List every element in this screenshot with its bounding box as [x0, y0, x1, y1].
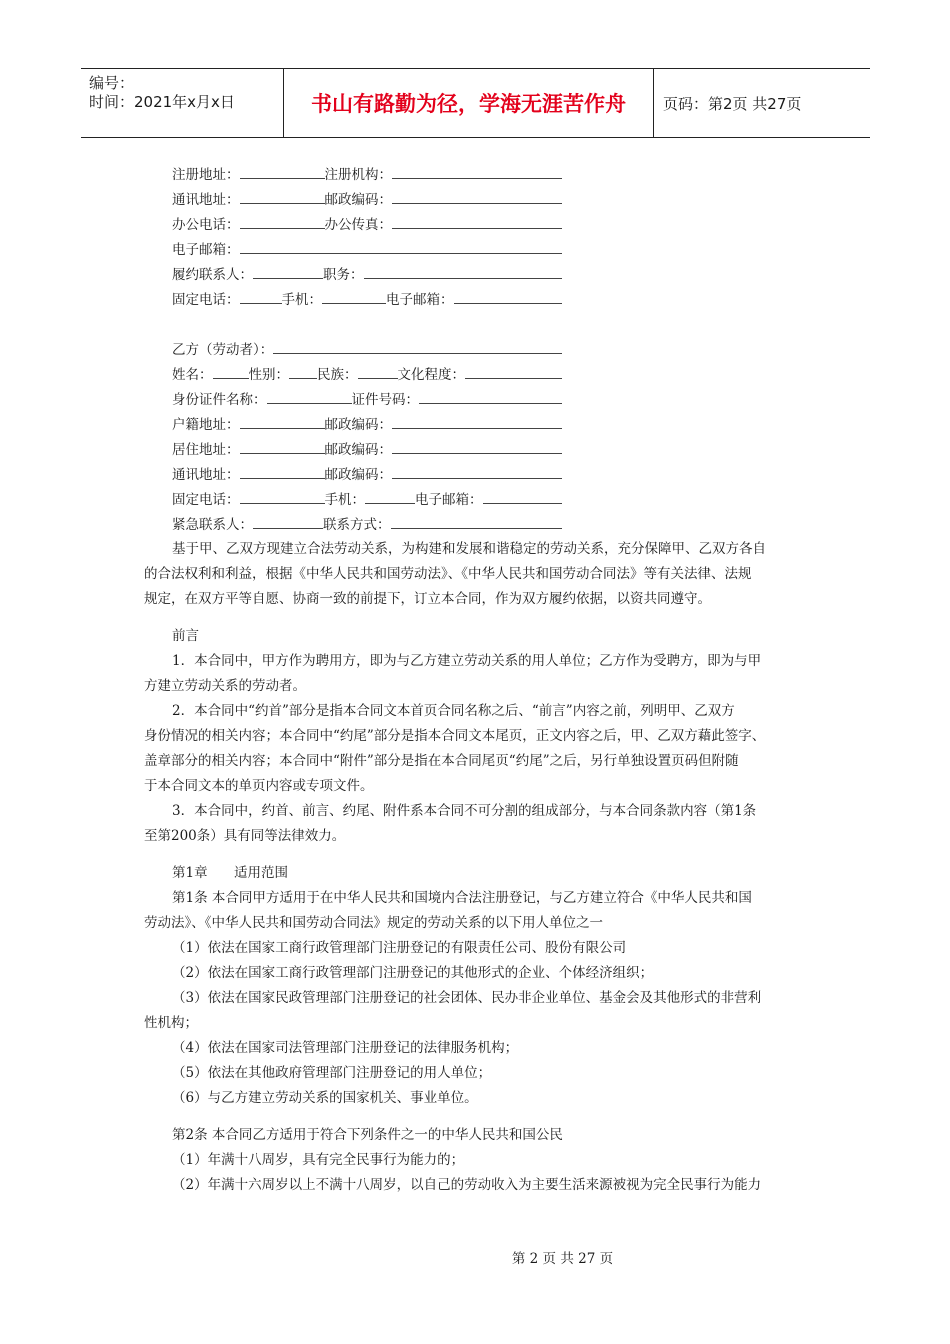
mobile-b-blank[interactable]	[365, 503, 415, 504]
preface-line: 1．本合同中，甲方作为聘用方，即为与乙方建立劳动关系的用人单位；乙方作为受聘方，即为与甲	[172, 653, 762, 669]
form-row-phones-b	[172, 485, 562, 510]
ethnicity-blank[interactable]	[358, 378, 398, 379]
hukou-postal-blank[interactable]	[392, 428, 562, 429]
contract-body	[144, 537, 808, 1198]
preface-line: 3．本合同中，约首、前言、约尾、附件系本合同不可分割的组成部分，与本合同条款内容（第1条	[172, 803, 757, 819]
id-number-label: 证件号码：	[351, 392, 419, 408]
preface-line: 2．本合同中“约首”部分是指本合同文本首页合同名称之后、“前言”内容之前，列明甲、乙双方	[172, 703, 735, 719]
article-item: （5）依法在其他政府管理部门注册登记的用人单位；	[172, 1065, 492, 1081]
ethnicity-label: 民族：	[317, 367, 358, 383]
preface-line: 身份情况的相关内容；本合同中“约尾”部分是指本合同文本尾页，正文内容之后，甲、乙双方藉此签字、	[144, 728, 766, 744]
residence-blank[interactable]	[240, 453, 325, 454]
page-footer: 第 2 页 共 27 页	[511, 1251, 614, 1267]
header-divider	[653, 69, 654, 137]
header-meta	[81, 69, 281, 137]
contact-person-blank[interactable]	[253, 278, 323, 279]
party-b-blank[interactable]	[273, 353, 562, 354]
article-item: 性机构；	[144, 1015, 198, 1031]
gender-blank[interactable]	[289, 378, 317, 379]
hukou-postal-label: 邮政编码：	[324, 417, 392, 433]
reg-authority-label: 注册机构：	[324, 167, 392, 183]
form-row-office	[172, 210, 562, 235]
page-header	[81, 68, 870, 138]
preface-line: 于本合同文本的单页内容或专项文件。	[144, 778, 374, 794]
reg-address-blank[interactable]	[240, 178, 325, 179]
chapter-heading	[144, 861, 808, 886]
form-row-reg	[172, 160, 562, 185]
emergency-blank[interactable]	[253, 528, 323, 529]
chapter-number: 第1章	[172, 865, 208, 881]
email-label: 电子邮箱：	[172, 242, 240, 258]
education-label: 文化程度：	[397, 367, 465, 383]
mobile-label: 手机：	[281, 292, 322, 308]
mail-b-postal-label: 邮政编码：	[324, 467, 392, 483]
form-row-phones	[172, 285, 562, 310]
doc-number-label: 编号：	[89, 74, 135, 92]
form-row-hukou	[172, 410, 562, 435]
form-row-person	[172, 360, 562, 385]
landline-blank[interactable]	[240, 303, 282, 304]
contact-method-label: 联系方式：	[323, 517, 391, 533]
form-row-emergency	[172, 510, 562, 535]
id-number-blank[interactable]	[419, 403, 562, 404]
education-blank[interactable]	[465, 378, 562, 379]
article-item: （6）与乙方建立劳动关系的国家机关、事业单位。	[172, 1090, 478, 1106]
residence-label: 居住地址：	[172, 442, 240, 458]
office-fax-blank[interactable]	[392, 228, 562, 229]
reg-authority-blank[interactable]	[392, 178, 562, 179]
form-row-party-b	[172, 335, 562, 360]
office-phone-blank[interactable]	[240, 228, 325, 229]
article-item: （1）年满十八周岁，具有完全民事行为能力的；	[172, 1152, 465, 1168]
article-item: （2）依法在国家工商行政管理部门注册登记的其他形式的企业、个体经济组织；	[172, 965, 654, 981]
id-doc-label: 身份证件名称：	[172, 392, 267, 408]
intro-line: 的合法权利和利益，根据《中华人民共和国劳动法》、《中华人民共和国劳动合同法》等有关法律、法规	[144, 566, 752, 582]
intro-line: 基于甲、乙双方现建立合法劳动关系，为构建和发展和谐稳定的劳动关系，充分保障甲、乙双方各自	[172, 541, 766, 557]
residence-postal-label: 邮政编码：	[324, 442, 392, 458]
form-row-contact	[172, 260, 562, 285]
chapter-title: 适用范围	[234, 865, 288, 881]
name-blank[interactable]	[213, 378, 249, 379]
form-gap	[172, 310, 562, 335]
reg-address-label: 注册地址：	[172, 167, 240, 183]
party-b-label: 乙方（劳动者）：	[172, 342, 274, 358]
mobile-b-label: 手机：	[324, 492, 365, 508]
mail-address-blank[interactable]	[240, 203, 325, 204]
header-page-number: 页码：第2页 共27页	[663, 94, 802, 113]
hukou-blank[interactable]	[240, 428, 325, 429]
header-motto: 书山有路勤为径，学海无涯苦作舟	[311, 92, 626, 116]
mail-b-postal-blank[interactable]	[392, 478, 562, 479]
landline-label: 固定电话：	[172, 292, 240, 308]
position-label: 职务：	[323, 267, 364, 283]
preface-line: 至第200条）具有同等法律效力。	[144, 828, 346, 844]
article-line: 第2条 本合同乙方适用于符合下列条件之一的中华人民共和国公民	[172, 1127, 563, 1143]
preface-line: 盖章部分的相关内容；本合同中“附件”部分是指在本合同尾页“约尾”之后，另行单独设置页码但附随	[144, 753, 739, 769]
article-item: （4）依法在国家司法管理部门注册登记的法律服务机构；	[172, 1040, 519, 1056]
email2-label: 电子邮箱：	[386, 292, 454, 308]
doc-date-label: 时间：2021年x月x日	[89, 93, 235, 111]
mail-b-blank[interactable]	[240, 478, 325, 479]
preface-title: 前言	[172, 628, 199, 644]
position-blank[interactable]	[364, 278, 563, 279]
office-fax-label: 办公传真：	[324, 217, 392, 233]
article-item: （2）年满十六周岁以上不满十八周岁，以自己的劳动收入为主要生活来源被视为完全民事行为能力	[172, 1177, 762, 1193]
article-line: 劳动法》、《中华人民共和国劳动合同法》规定的劳动关系的以下用人单位之一	[144, 915, 603, 931]
email2-blank[interactable]	[454, 303, 563, 304]
postal-code-blank[interactable]	[392, 203, 562, 204]
email-b-blank[interactable]	[483, 503, 563, 504]
party-info-form	[172, 160, 562, 535]
id-doc-blank[interactable]	[267, 403, 352, 404]
article-line: 第1条 本合同甲方适用于在中华人民共和国境内合法注册登记，与乙方建立符合《中华人民共和国	[172, 890, 752, 906]
form-row-id	[172, 385, 562, 410]
contact-method-blank[interactable]	[391, 528, 563, 529]
office-phone-label: 办公电话：	[172, 217, 240, 233]
form-row-mail	[172, 185, 562, 210]
landline-b-blank[interactable]	[240, 503, 325, 504]
form-row-email	[172, 235, 562, 260]
mail-b-label: 通讯地址：	[172, 467, 240, 483]
mobile-blank[interactable]	[322, 303, 386, 304]
emergency-label: 紧急联系人：	[172, 517, 253, 533]
email-blank[interactable]	[240, 253, 563, 254]
name-label: 姓名：	[172, 367, 213, 383]
article-item: （3）依法在国家民政管理部门注册登记的社会团体、民办非企业单位、基金会及其他形式的非营利	[172, 990, 762, 1006]
form-row-residence	[172, 435, 562, 460]
residence-postal-blank[interactable]	[392, 453, 562, 454]
hukou-label: 户籍地址：	[172, 417, 240, 433]
gender-label: 性别：	[248, 367, 289, 383]
intro-line: 规定，在双方平等自愿、协商一致的前提下，订立本合同，作为双方履约依据，以资共同遵守。	[144, 591, 711, 607]
form-row-mail-b	[172, 460, 562, 485]
landline-b-label: 固定电话：	[172, 492, 240, 508]
email-b-label: 电子邮箱：	[415, 492, 483, 508]
article-item: （1）依法在国家工商行政管理部门注册登记的有限责任公司、股份有限公司	[172, 940, 627, 956]
preface-line: 方建立劳动关系的劳动者。	[144, 678, 306, 694]
contact-person-label: 履约联系人：	[172, 267, 253, 283]
postal-code-label: 邮政编码：	[324, 192, 392, 208]
mail-address-label: 通讯地址：	[172, 192, 240, 208]
